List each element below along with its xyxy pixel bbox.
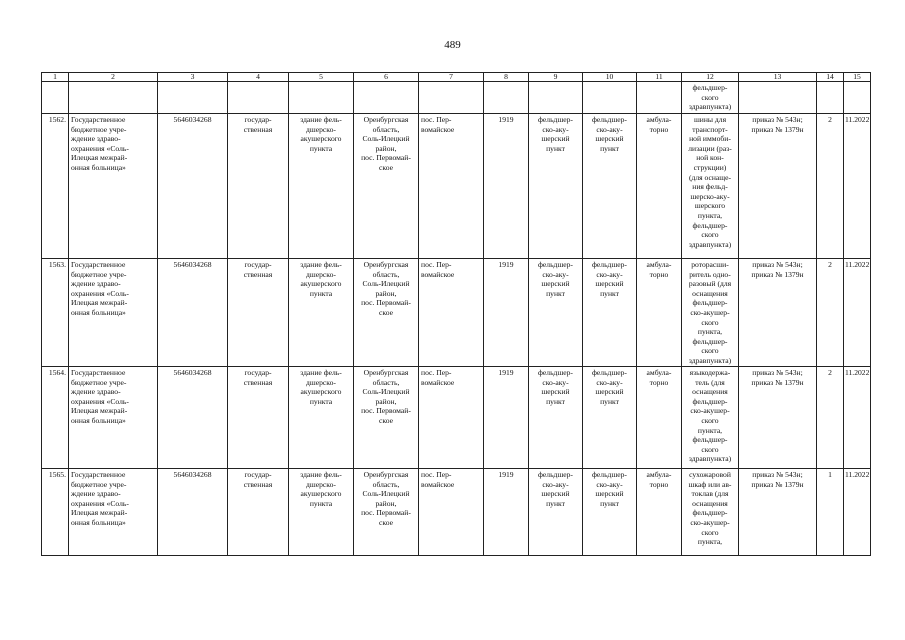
date-cell: 11.2022 (844, 259, 871, 367)
equipment-cell: шины для транспорт- ной иммоби- лизации (раз- ной кон- струкции) (для оснаще- ния фельд- шерско-аку- шерского пункта, фельдшер- ского здравпункта) (682, 114, 739, 259)
table-cell (289, 82, 354, 114)
header-cell: 11 (637, 73, 682, 82)
order-cell: приказ № 543н; приказ № 1379н (739, 367, 817, 469)
header-cell: 1 (42, 73, 69, 82)
table-cell (637, 82, 682, 114)
page-number: 489 (444, 39, 461, 51)
header-cell: 12 (682, 73, 739, 82)
table-cell: фельдшер- ско-аку- шерский пункт (583, 259, 637, 367)
header-cell: 3 (158, 73, 228, 82)
table-cell: амбула- торно (637, 367, 682, 469)
equipment-cell: языкодержа- тель (для оснащения фельдшер- ско-акушер- ского пункта, фельдшер- ского здравпункта) (682, 367, 739, 469)
table-cell: государ- ственная (228, 469, 289, 556)
table-cell: амбула- торно (637, 259, 682, 367)
date-cell: 11.2022 (844, 469, 871, 556)
table-cell: государ- ственная (228, 259, 289, 367)
table-cell (69, 82, 158, 114)
header-cell: 2 (69, 73, 158, 82)
table-cell: амбула- торно (637, 114, 682, 259)
header-cell: 14 (817, 73, 844, 82)
order-cell: приказ № 543н; приказ № 1379н (739, 259, 817, 367)
organization-cell: Государственное бюджетное учре- ждение здраво- охранения «Соль- Илецкая межрай- онная больница» (69, 367, 158, 469)
table-row (42, 259, 871, 367)
table-cell: фельдшер- ского здравпункта) (682, 82, 739, 114)
table-cell: пос. Пер- вомайское (419, 259, 484, 367)
table-row (42, 469, 871, 556)
registry-table (41, 72, 871, 556)
table-cell: фельдшер- ско-аку- шерский пункт (529, 367, 583, 469)
table-cell (529, 82, 583, 114)
inn-cell: 5646034268 (158, 367, 228, 469)
header-cell: 10 (583, 73, 637, 82)
date-cell: 11.2022 (844, 367, 871, 469)
table-cell: пос. Пер- вомайское (419, 367, 484, 469)
row-number: 1563. (42, 259, 69, 367)
address-cell: Оренбургская область, Соль-Илецкий район, пос. Первомай- ское (354, 259, 419, 367)
equipment-cell: сухожаровой шкаф или ав- токлав (для оснащения фельдшер- ско-акушер- ского пункта, (682, 469, 739, 556)
quantity-cell: 2 (817, 114, 844, 259)
inn-cell: 5646034268 (158, 259, 228, 367)
table-cell: амбула- торно (637, 469, 682, 556)
address-cell: Оренбургская область, Соль-Илецкий район, пос. Первомай- ское (354, 114, 419, 259)
table-cell: фельдшер- ско-аку- шерский пункт (529, 259, 583, 367)
year-cell: 1919 (484, 114, 529, 259)
organization-cell: Государственное бюджетное учре- ждение здраво- охранения «Соль- Илецкая межрай- онная больница» (69, 259, 158, 367)
table-cell (228, 82, 289, 114)
order-cell: приказ № 543н; приказ № 1379н (739, 114, 817, 259)
address-cell: Оренбургская область, Соль-Илецкий район, пос. Первомай- ское (354, 367, 419, 469)
table-cell (158, 82, 228, 114)
table-cell: здание фель- дшерско- акушерского пункта (289, 259, 354, 367)
row-number: 1564. (42, 367, 69, 469)
table-cell: фельдшер- ско-аку- шерский пункт (583, 367, 637, 469)
equipment-cell: роторасши- ритель одно- разовый (для оснащения фельдшер- ско-акушер- ского пункта, фельдшер- ского здравпункта) (682, 259, 739, 367)
header-cell: 5 (289, 73, 354, 82)
address-cell: Оренбургская область, Соль-Илецкий район, пос. Первомай- ское (354, 469, 419, 556)
table-cell: фельдшер- ско-аку- шерский пункт (529, 114, 583, 259)
row-number: 1565. (42, 469, 69, 556)
header-cell: 15 (844, 73, 871, 82)
table-cell (739, 82, 817, 114)
table-cell (42, 82, 69, 114)
quantity-cell: 2 (817, 259, 844, 367)
table-row (42, 367, 871, 469)
table-cell (484, 82, 529, 114)
table-cell: пос. Пер- вомайское (419, 114, 484, 259)
inn-cell: 5646034268 (158, 114, 228, 259)
table-row (42, 114, 871, 259)
table-cell: здание фель- дшерско- акушерского пункта (289, 469, 354, 556)
header-cell: 6 (354, 73, 419, 82)
table-cell (844, 82, 871, 114)
date-cell: 11.2022 (844, 114, 871, 259)
quantity-cell: 1 (817, 469, 844, 556)
table-cell (583, 82, 637, 114)
header-cell: 4 (228, 73, 289, 82)
continuation-row (42, 82, 871, 114)
order-cell: приказ № 543н; приказ № 1379н (739, 469, 817, 556)
table-cell (354, 82, 419, 114)
header-cell: 9 (529, 73, 583, 82)
table-cell: пос. Пер- вомайское (419, 469, 484, 556)
row-number: 1562. (42, 114, 69, 259)
year-cell: 1919 (484, 259, 529, 367)
organization-cell: Государственное бюджетное учре- ждение здраво- охранения «Соль- Илецкая межрай- онная больница» (69, 469, 158, 556)
year-cell: 1919 (484, 469, 529, 556)
table-cell: здание фель- дшерско- акушерского пункта (289, 367, 354, 469)
table-cell: государ- ственная (228, 114, 289, 259)
inn-cell: 5646034268 (158, 469, 228, 556)
header-cell: 7 (419, 73, 484, 82)
table-cell: фельдшер- ско-аку- шерский пункт (583, 114, 637, 259)
organization-cell: Государственное бюджетное учре- ждение здраво- охранения «Соль- Илецкая межрай- онная больница» (69, 114, 158, 259)
quantity-cell: 2 (817, 367, 844, 469)
header-cell: 8 (484, 73, 529, 82)
table-cell: фельдшер- ско-аку- шерский пункт (583, 469, 637, 556)
header-row (42, 73, 871, 82)
table-cell: государ- ственная (228, 367, 289, 469)
table-cell: здание фель- дшерско- акушерского пункта (289, 114, 354, 259)
table-cell: фельдшер- ско-аку- шерский пункт (529, 469, 583, 556)
year-cell: 1919 (484, 367, 529, 469)
table-cell (817, 82, 844, 114)
table-cell (419, 82, 484, 114)
header-cell: 13 (739, 73, 817, 82)
